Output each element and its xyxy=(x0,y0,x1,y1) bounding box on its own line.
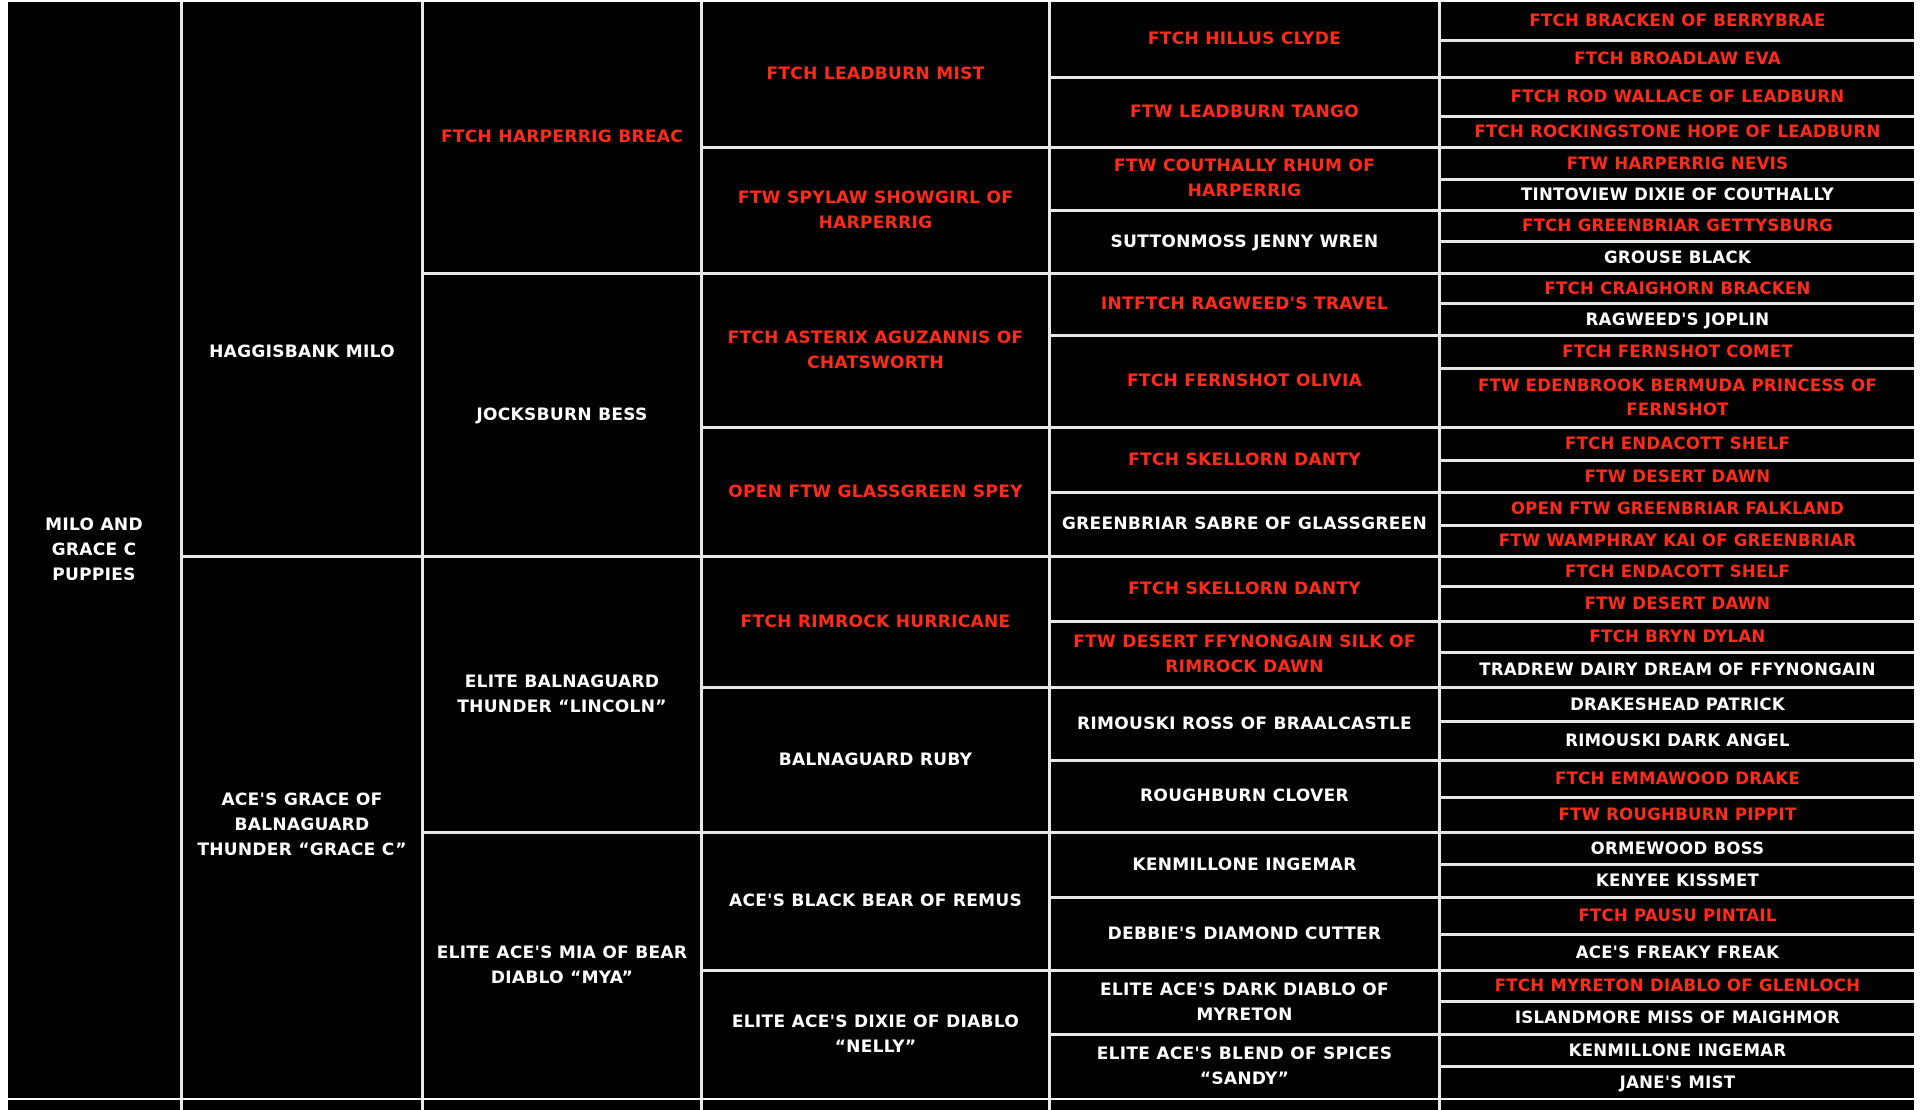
pedigree-gen4-entry: ACE'S BLACK BEAR OF REMUS xyxy=(703,834,1048,969)
pedigree-gen6-entry: JANE'S MIST xyxy=(1441,1068,1914,1098)
pedigree-gen6-entry: RAGWEED'S JOPLIN xyxy=(1441,305,1914,334)
pedigree-gen6-entry: FTCH EMMAWOOD DRAKE xyxy=(1441,762,1914,796)
pedigree-gen5-entry: RIMOUSKI ROSS OF BRAALCASTLE xyxy=(1051,689,1438,759)
pedigree-gen6-entry: FTCH ROCKINGSTONE HOPE OF LEADBURN xyxy=(1441,118,1914,146)
pedigree-gen5-entry: ELITE ACE'S DARK DIABLO OF MYRETON xyxy=(1051,972,1438,1033)
pedigree-gen6-entry: FTCH ENDACOTT SHELF xyxy=(1441,429,1914,459)
pedigree-gen6-entry: FTW DESERT DAWN xyxy=(1441,462,1914,491)
pedigree-gen2-entry: ACE'S GRACE OF BALNAGUARD THUNDER “GRACE C” xyxy=(183,558,421,1098)
pedigree-gen5-entry: FTW COUTHALLY RHUM OF HARPERRIG xyxy=(1051,149,1438,209)
pedigree-gen1-entry: MILO AND GRACE C PUPPIES xyxy=(8,2,180,1098)
pedigree-gen5-entry: GREENBRIAR SABRE OF GLASSGREEN xyxy=(1051,494,1438,555)
pedigree-gen4-entry: FTCH ASTERIX AGUZANNIS OF CHATSWORTH xyxy=(703,275,1048,426)
pedigree-gen6-entry: KENMILLONE INGEMAR xyxy=(1441,1036,1914,1065)
pedigree-gen5-entry: FTCH FERNSHOT OLIVIA xyxy=(1051,337,1438,426)
pedigree-gen6-entry: ORMEWOOD BOSS xyxy=(1441,834,1914,863)
pedigree-gen6-entry: OPEN FTW GREENBRIAR FALKLAND xyxy=(1441,494,1914,524)
pedigree-gen6-entry: FTCH GREENBRIAR GETTYSBURG xyxy=(1441,212,1914,240)
pedigree-gen6-entry: FTCH MYRETON DIABLO OF GLENLOCH xyxy=(1441,972,1914,1000)
pedigree-gen4-entry: FTW SPYLAW SHOWGIRL OF HARPERRIG xyxy=(703,149,1048,272)
pedigree-gen6-entry: DRAKESHEAD PATRICK xyxy=(1441,689,1914,720)
pedigree-gen6-entry: TINTOVIEW DIXIE OF COUTHALLY xyxy=(1441,181,1914,209)
pedigree-gen4-entry: FTCH LEADBURN MIST xyxy=(703,2,1048,146)
pedigree-gen6-entry: FTW DESERT DAWN xyxy=(1441,588,1914,620)
pedigree-gen4-entry: BALNAGUARD RUBY xyxy=(703,689,1048,831)
next-row-cell xyxy=(424,1100,700,1110)
pedigree-gen5-entry: ELITE ACE'S BLEND OF SPICES “SANDY” xyxy=(1051,1036,1438,1098)
pedigree-gen4-entry: ELITE ACE'S DIXIE OF DIABLO “NELLY” xyxy=(703,972,1048,1098)
pedigree-gen6-entry: RIMOUSKI DARK ANGEL xyxy=(1441,723,1914,759)
pedigree-gen6-entry: FTCH CRAIGHORN BRACKEN xyxy=(1441,275,1914,302)
pedigree-gen6-entry: FTCH FERNSHOT COMET xyxy=(1441,337,1914,367)
pedigree-gen5-entry: FTCH HILLUS CLYDE xyxy=(1051,2,1438,76)
pedigree-gen5-entry: INTFTCH RAGWEED'S TRAVEL xyxy=(1051,275,1438,334)
pedigree-gen5-entry: ROUGHBURN CLOVER xyxy=(1051,762,1438,831)
pedigree-gen6-entry: FTCH BRYN DYLAN xyxy=(1441,623,1914,651)
pedigree-gen3-entry: ELITE ACE'S MIA OF BEAR DIABLO “MYA” xyxy=(424,834,700,1098)
next-row-cell xyxy=(703,1100,1048,1110)
pedigree-gen5-entry: FTCH SKELLORN DANTY xyxy=(1051,429,1438,491)
pedigree-gen5-entry: FTCH SKELLORN DANTY xyxy=(1051,558,1438,620)
pedigree-gen3-entry: ELITE BALNAGUARD THUNDER “LINCOLN” xyxy=(424,558,700,831)
pedigree-gen6-entry: KENYEE KISSMET xyxy=(1441,866,1914,896)
pedigree-gen6-entry: ISLANDMORE MISS OF MAIGHMOR xyxy=(1441,1003,1914,1033)
pedigree-gen5-entry: DEBBIE'S DIAMOND CUTTER xyxy=(1051,899,1438,969)
pedigree-gen5-entry: FTW LEADBURN TANGO xyxy=(1051,79,1438,146)
next-row-cell xyxy=(1051,1100,1438,1110)
pedigree-gen6-entry: TRADREW DAIRY DREAM OF FFYNONGAIN xyxy=(1441,654,1914,686)
pedigree-gen6-entry: FTCH ROD WALLACE OF LEADBURN xyxy=(1441,79,1914,115)
pedigree-gen5-entry: KENMILLONE INGEMAR xyxy=(1051,834,1438,896)
pedigree-gen6-entry: FTCH ENDACOTT SHELF xyxy=(1441,558,1914,585)
pedigree-gen6-entry: FTW WAMPHRAY KAI OF GREENBRIAR xyxy=(1441,527,1914,555)
next-row-cell xyxy=(183,1100,421,1110)
pedigree-gen4-entry: FTCH RIMROCK HURRICANE xyxy=(703,558,1048,686)
pedigree-gen2-entry: HAGGISBANK MILO xyxy=(183,2,421,555)
next-table-row-edge xyxy=(8,1100,1914,1110)
next-row-cell xyxy=(8,1100,180,1110)
next-row-cell xyxy=(1441,1100,1914,1110)
pedigree-gen6-entry: FTCH PAUSU PINTAIL xyxy=(1441,899,1914,933)
pedigree-table xyxy=(8,2,1914,1098)
pedigree-gen6-entry: FTW ROUGHBURN PIPPIT xyxy=(1441,799,1914,831)
pedigree-gen6-entry: ACE'S FREAKY FREAK xyxy=(1441,936,1914,969)
pedigree-gen6-entry: FTW HARPERRIG NEVIS xyxy=(1441,149,1914,178)
pedigree-gen6-entry: FTW EDENBROOK BERMUDA PRINCESS OF FERNSHOT xyxy=(1441,370,1914,426)
pedigree-gen4-entry: OPEN FTW GLASSGREEN SPEY xyxy=(703,429,1048,555)
pedigree-gen5-entry: FTW DESERT FFYNONGAIN SILK OF RIMROCK DAWN xyxy=(1051,623,1438,686)
pedigree-gen3-entry: FTCH HARPERRIG BREAC xyxy=(424,2,700,272)
pedigree-gen6-entry: FTCH BROADLAW EVA xyxy=(1441,42,1914,76)
pedigree-gen6-entry: GROUSE BLACK xyxy=(1441,243,1914,272)
pedigree-gen3-entry: JOCKSBURN BESS xyxy=(424,275,700,555)
pedigree-gen5-entry: SUTTONMOSS JENNY WREN xyxy=(1051,212,1438,272)
pedigree-gen6-entry: FTCH BRACKEN OF BERRYBRAE xyxy=(1441,2,1914,39)
